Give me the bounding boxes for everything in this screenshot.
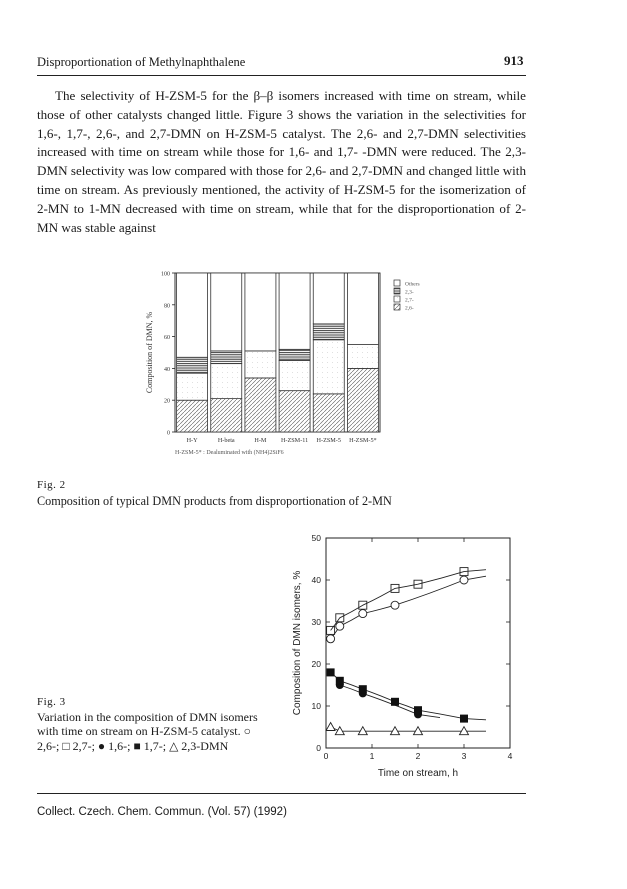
fig3-y-tick-label: 30 [311,617,321,627]
fig3-x-tick-label: 3 [461,751,467,761]
fig2-bar-segment [211,399,242,432]
fig3-x-tick-label: 1 [369,751,375,761]
fig3-y-tick-label: 20 [311,659,321,669]
fig3-y-tick-label: 40 [311,575,321,585]
fig2-bar-segment [245,273,276,351]
figure-3-label: Fig. 3 [37,696,66,708]
fig2-y-tick-label: 20 [164,398,170,405]
fig3-x-tick-label: 0 [323,751,329,761]
fig3-point-2-6 [327,635,335,643]
fig2-x-tick-label: H-beta [217,437,235,444]
fig3-y-tick-label: 50 [311,533,321,543]
fig3-point-2-3 [358,727,367,735]
fig2-bar-segment [211,364,242,399]
fig2-legend-label: 2,7- [405,297,414,304]
fig3-x-axis-label: Time on stream, h [377,768,459,779]
body-paragraph: The selectivity of H-ZSM-5 for the β–β isomers increased with time on stream, while those of other catalysts changed little. Figure 3 shows the variation in the selectivities for 1,6-, 1,7-, 2,6-, and 2,7-DMN on H-ZSM-5 catalyst. The 2,6- and 2,7-DMN selectivities increased with time on stream while those for 1,6- and 1,7- -DMN were reduced. The 2,3-DMN selectivity was low compared with those for 2,6- and 2,7-DMN and changed little with time on stream. As previously mentioned, the activity of H-ZSM-5 for the isomerization of 2-MN to 1-MN decreased with time on stream, while that for the disproportionation of 2-MN was stable against [37,88,526,235]
fig2-bar-segment [347,345,378,369]
fig2-bar-segment [279,349,310,360]
fig3-point-2-3 [391,727,400,735]
fig3-point-2-6 [391,601,399,609]
fig2-y-tick-label: 80 [164,303,170,310]
fig3-trend-curve [331,576,486,639]
fig2-legend-swatch [394,296,400,302]
fig2-bar-segment [279,273,310,349]
fig2-bar-segment [245,351,276,378]
fig3-point-1-7 [327,668,335,676]
fig2-bar-segment [211,273,242,351]
footer-rule [37,793,526,794]
fig2-bar-segment [279,360,310,390]
fig3-point-1-7 [391,698,399,706]
fig2-y-tick-label: 100 [161,271,170,278]
fig2-x-tick-label: H-ZSM-5* [349,437,377,444]
fig2-legend-label: 2,3- [405,289,414,296]
fig2-bar-segment [347,273,378,345]
fig2-bar-segment [245,378,276,432]
fig3-point-2-3 [414,727,423,735]
fig2-y-tick-label: 40 [164,366,170,373]
fig2-bar-segment [313,273,344,324]
fig2-bar-segment [313,340,344,394]
fig3-y-tick-label: 0 [316,743,321,753]
fig3-x-tick-label: 4 [507,751,513,761]
fig3-point-1-7 [359,685,367,693]
fig2-bar-segment [177,400,208,432]
fig3-point-1-7 [460,715,468,723]
figure-2-bar-chart [145,272,420,457]
figure-3-caption-block [37,695,259,753]
fig2-x-tick-label: H-ZSM-11 [280,437,309,444]
fig2-footnote: H-ZSM-5* : Dealuminated with (NH4)2SiF6 [175,450,284,456]
fig3-trend-curve [340,685,440,718]
fig3-point-1-7 [336,677,344,685]
figure-2-caption: Composition of typical DMN products from disproportionation of 2-MN [37,494,392,508]
fig3-point-2-6 [336,622,344,630]
fig2-x-tick-label: H-Y [186,437,198,444]
running-header-title: Disproportionation of Methylnaphthalene [37,55,246,69]
fig2-y-axis-label: Composition of DMN, % [145,311,154,394]
fig2-bar-segment [313,394,344,432]
figure-3-line-chart [292,533,513,779]
fig3-point-2-6 [359,610,367,618]
fig2-x-tick-label: H-ZSM-5 [316,437,341,444]
fig2-legend-swatch [394,288,400,294]
fig2-bar-segment [177,273,208,357]
fig3-point-2-3 [335,727,344,735]
fig2-legend-swatch [394,304,400,310]
fig2-bar-segment [279,391,310,432]
figure-3-caption: Variation in the composition of DMN isomers with time on stream on H-ZSM-5 catalyst. ○ 2,6-; □ 2,7-; ● 1,6-; ■ 1,7-; △ 2,3-DMN [37,709,258,753]
fig2-legend-swatch [394,280,400,286]
fig2-x-tick-label: H-M [254,437,267,444]
fig2-y-tick-label: 0 [167,430,170,437]
fig2-bar-segment [177,373,208,400]
fig3-point-2-3 [326,723,335,731]
journal-citation: Collect. Czech. Chem. Commun. (Vol. 57) (1992) [37,806,287,818]
fig2-y-tick-label: 60 [164,335,170,342]
fig3-x-tick-label: 2 [415,751,421,761]
fig3-point-2-6 [460,576,468,584]
fig2-bar-segment [313,324,344,340]
fig3-trend-curve [331,672,486,719]
fig3-y-axis-label: Composition of DMN isomers, % [292,570,303,716]
fig3-point-1-7 [414,706,422,714]
fig2-bar-segment [347,368,378,432]
fig2-bar-segment [211,351,242,364]
fig2-legend-label: Others [405,281,420,288]
figure-2-label: Fig. 2 [37,479,66,491]
page-number: 913 [504,53,524,68]
fig2-bar-segment [177,357,208,373]
fig3-point-2-3 [460,727,469,735]
fig2-legend-label: 2,6- [405,305,414,312]
fig3-y-tick-label: 10 [311,701,321,711]
